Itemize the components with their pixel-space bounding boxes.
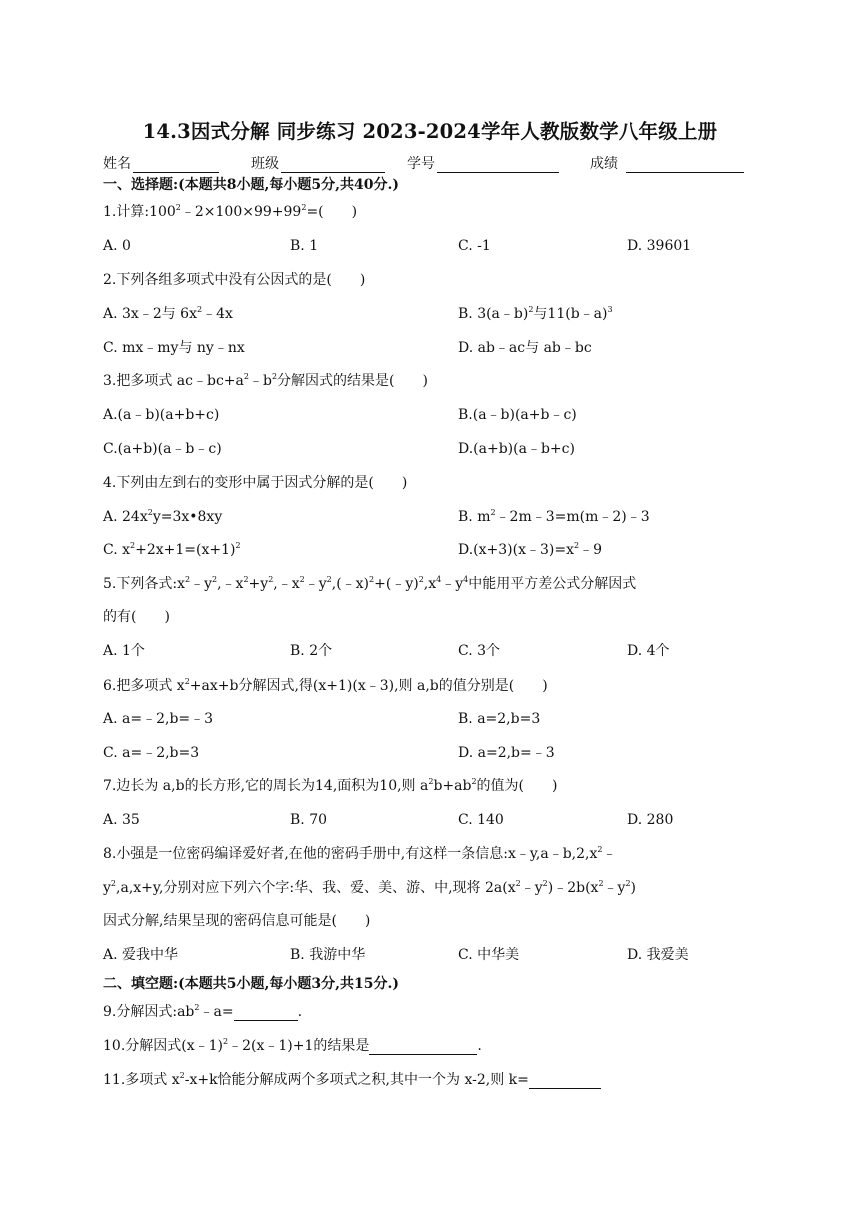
question-11-answer-blank[interactable] (529, 1074, 601, 1089)
question-8-option-c[interactable]: C. 中华美 (458, 947, 520, 963)
question-8-stem-line2: $y^2,a,x+y$,分别对应下列六个字:华、我、爱、美、游、中,现将 $2a(x^2﹣y^2)﹣2b(x^2﹣y^2)$ (103, 879, 637, 896)
question-3-stem: 3.把多项式 $ac﹣bc+a^2﹣b^2$分解因式的结果是( ) (103, 372, 428, 389)
question-3-option-b[interactable]: B.(a﹣b)(a+b﹣c) (458, 407, 577, 423)
question-7-stem: 7.边长为 a,b的长方形,它的周长为14,面积为10,则 $a^2b+ab^2$的值为( ) (103, 777, 558, 794)
question-10: 10.分解因式(x﹣1)$^2$﹣2(x﹣1)+1的结果是 . (103, 1037, 482, 1054)
question-4-option-d[interactable]: $D.(x+3)(x﹣3)=x^2﹣9$ (458, 541, 603, 558)
question-1-option-c[interactable]: C. -1 (458, 238, 491, 254)
question-4-option-a[interactable]: A. $24x^2y=3x•8xy$ (103, 508, 223, 525)
page-title: 14.3因式分解 同步练习 2023-2024学年人教版数学八年级上册 (142, 120, 718, 143)
question-2-option-c[interactable]: C. mx﹣my与 ny﹣nx (103, 340, 245, 356)
question-7-option-d[interactable]: D. 280 (627, 812, 674, 828)
question-5-option-a[interactable]: A. 1个 (103, 643, 145, 659)
question-9-answer-blank[interactable] (234, 1006, 298, 1021)
question-9: 9.分解因式$:ab^2﹣a=$ . (103, 1003, 303, 1020)
question-8-option-d[interactable]: D. 我爱美 (627, 947, 689, 963)
question-2-option-d[interactable]: D. ab﹣ac与 ab﹣bc (458, 340, 592, 356)
question-5-option-b[interactable]: B. 2个 (290, 643, 333, 659)
question-5-stem-line2: 的有( ) (103, 609, 170, 625)
score-underline[interactable] (626, 157, 744, 173)
question-7-option-a[interactable]: A. 35 (103, 812, 140, 828)
question-6-option-d[interactable]: D. a=2,b=﹣3 (458, 745, 555, 761)
question-2-option-a[interactable]: A. 3x﹣2与 $6x^2﹣4x$ (103, 305, 233, 322)
question-6-stem: 6.把多项式 $x^2+ax+b$分解因式,得(x+1)(x﹣3),则 a,b的值分别是( ) (103, 677, 548, 694)
class-field[interactable]: 班级 (251, 153, 385, 173)
question-10-answer-blank[interactable] (369, 1040, 477, 1055)
question-1-option-d[interactable]: D. 39601 (627, 238, 692, 254)
question-8-stem-line1: 8.小强是一位密码编译爱好者,在他的密码手册中,有这样一条信息$:x﹣y,a﹣b,2,x^2﹣$ (103, 845, 617, 862)
student-id-underline[interactable] (437, 157, 559, 173)
question-6-option-a[interactable]: A. a=﹣2,b=﹣3 (103, 711, 214, 727)
question-5-stem: 5.下列各式$:x^2﹣y^2,﹣x^2+y^2,﹣x^2﹣y^2,(﹣x)^2+(﹣y)^2,x^4﹣y^4$中能用平方差公式分解因式 (103, 575, 637, 592)
question-8-option-a[interactable]: A. 爱我中华 (103, 947, 179, 963)
question-2-stem: 2.下列各组多项式中没有公因式的是( ) (103, 272, 366, 288)
question-3-option-a[interactable]: A.(a﹣b)(a+b+c) (103, 407, 220, 423)
question-8-option-b[interactable]: B. 我游中华 (290, 947, 366, 963)
question-3-option-d[interactable]: D.(a+b)(a﹣b+c) (458, 441, 575, 457)
question-4-option-c[interactable]: C. $x^2+2x+1=(x+1)^2$ (103, 541, 241, 558)
section-fill-heading: 二、填空题:(本题共5小题,每小题3分,共15分.) (103, 976, 400, 992)
question-1-stem: 1.计算$:100^2﹣2\times 100\times 99+99^2=$( ) (103, 203, 358, 220)
question-6-option-c[interactable]: C. a=﹣2,b=3 (103, 745, 200, 761)
question-4-stem: 4.下列由左到右的变形中属于因式分解的是( ) (103, 475, 408, 491)
question-1-option-a[interactable]: A. 0 (103, 238, 131, 254)
question-11: 11.多项式 $x^2-x+k$恰能分解成两个多项式之积,其中一个为 x-2,则 k= (103, 1071, 601, 1089)
section-choice-heading: 一、选择题:(本题共8小题,每小题5分,共40分.) (103, 177, 400, 193)
question-8-stem-line3: 因式分解,结果呈现的密码信息可能是( ) (103, 913, 371, 929)
question-7-option-b[interactable]: B. 70 (290, 812, 328, 828)
question-2-option-b[interactable]: B. 3(a﹣b)$^2$与11(b﹣a)$^3$ (458, 305, 613, 322)
score-field[interactable]: 成绩 (590, 153, 744, 173)
name-field[interactable]: 姓名 (103, 153, 219, 173)
student-id-field[interactable]: 学号 (407, 153, 559, 173)
name-underline[interactable] (133, 157, 219, 173)
question-7-option-c[interactable]: C. 140 (458, 812, 504, 828)
class-underline[interactable] (281, 157, 385, 173)
question-4-option-b[interactable]: B. $m^2﹣2m﹣3=m(m﹣2)﹣3$ (458, 508, 650, 525)
question-5-option-c[interactable]: C. 3个 (458, 643, 501, 659)
question-5-option-d[interactable]: D. 4个 (627, 643, 670, 659)
question-3-option-c[interactable]: C.(a+b)(a﹣b﹣c) (103, 441, 222, 457)
question-6-option-b[interactable]: B. a=2,b=3 (458, 711, 541, 727)
question-1-option-b[interactable]: B. 1 (290, 238, 319, 254)
